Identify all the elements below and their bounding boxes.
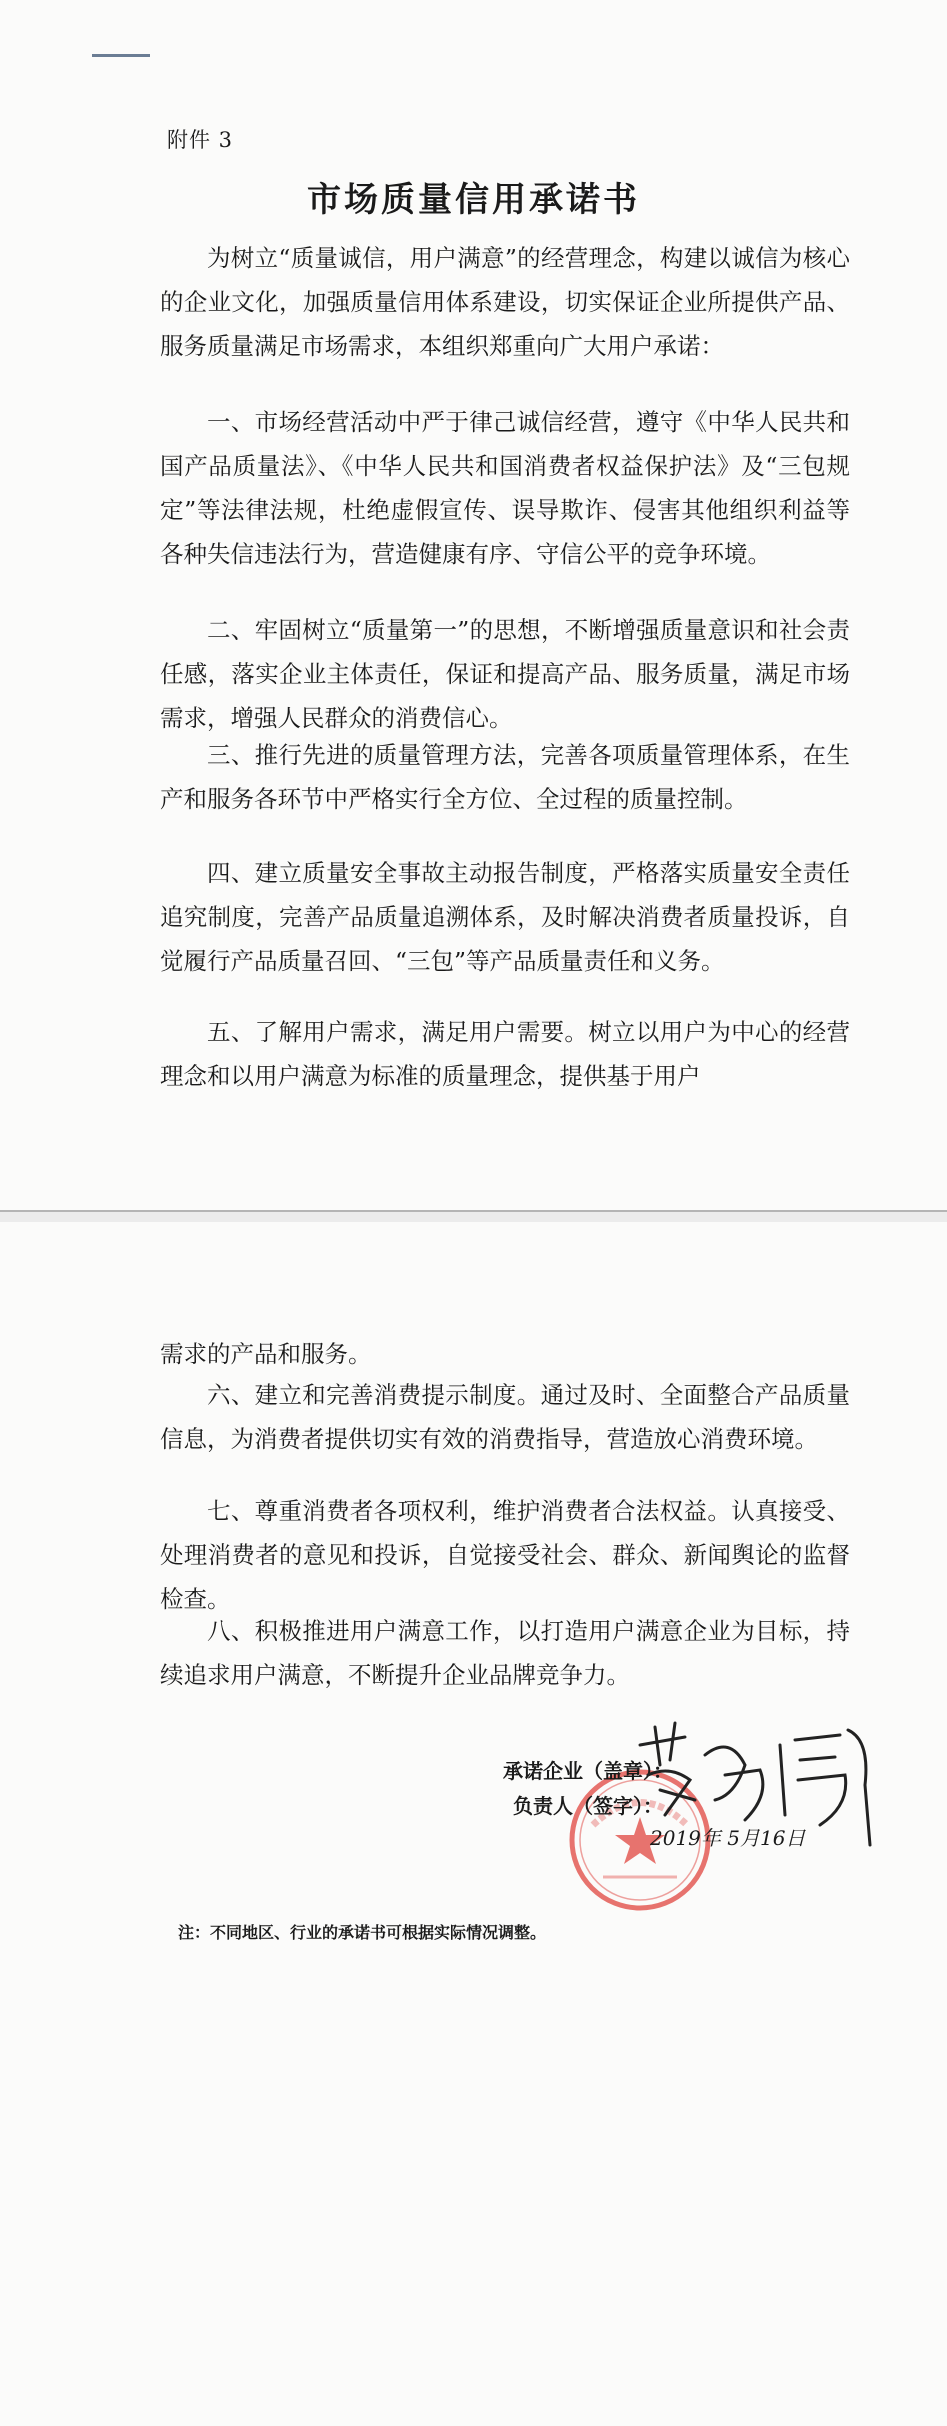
commitment-3: 三、推行先进的质量管理方法，完善各项质量管理体系，在生产和服务各环节中严格实行全方位、全过程的质量控制。 — [160, 741, 850, 813]
footnote: 注：不同地区、行业的承诺书可根据实际情况调整。 — [178, 1923, 547, 1942]
document-page-1 — [0, 0, 947, 1210]
signing-date: 2019年 5月16日 — [650, 1826, 806, 1850]
commitment-4: 四、建立质量安全事故主动报告制度，严格落实质量安全责任追究制度，完善产品质量追溯体系，及时解决消费者质量投诉，自觉履行产品质量召回、“三包”等产品质量责任和义务。 — [160, 859, 850, 975]
page-title: 市场质量信用承诺书 — [307, 180, 640, 220]
commitment-7: 七、尊重消费者各项权利，维护消费者合法权益。认真接受、处理消费者的意见和投诉，自觉接受社会、群众、新闻舆论的监督检查。 — [160, 1497, 850, 1613]
commitment-5-continued: 需求的产品和服务。 — [160, 1340, 372, 1368]
commitment-8: 八、积极推进用户满意工作，以打造用户满意企业为目标，持续追求用户满意，不断提升企业品牌竞争力。 — [160, 1617, 850, 1689]
person-label: 负责人（签字）： — [513, 1794, 663, 1818]
commitment-6: 六、建立和完善消费提示制度。通过及时、全面整合产品质量信息，为消费者提供切实有效的消费指导，营造放心消费环境。 — [160, 1381, 850, 1453]
commitment-2: 二、牢固树立“质量第一”的思想，不断增强质量意识和社会责任感，落实企业主体责任，保证和提高产品、服务质量，满足市场需求，增强人民群众的消费信心。 — [160, 616, 850, 732]
commitment-5: 五、了解用户需求，满足用户需要。树立以用户为中心的经营理念和以用户满意为标准的质量理念，提供基于用户 — [160, 1018, 850, 1090]
intro-paragraph: 为树立“质量诚信，用户满意”的经营理念，构建以诚信为核心的企业文化，加强质量信用体系建设，切实保证企业所提供产品、服务质量满足市场需求，本组织郑重向广大用户承诺： — [160, 244, 850, 360]
company-label: 承诺企业（盖章）： — [503, 1759, 673, 1783]
commitment-1: 一、市场经营活动中严于律己诚信经营，遵守《中华人民共和国产品质量法》、《中华人民共和国消费者权益保护法》及“三包规定”等法律法规，杜绝虚假宣传、误导欺诈、侵害其他组织利益等各种失信违法行为，营造健康有序、守信公平的竞争环境。 — [160, 408, 850, 568]
scan-mark — [92, 54, 150, 57]
attachment-label: 附件 3 — [167, 128, 234, 152]
